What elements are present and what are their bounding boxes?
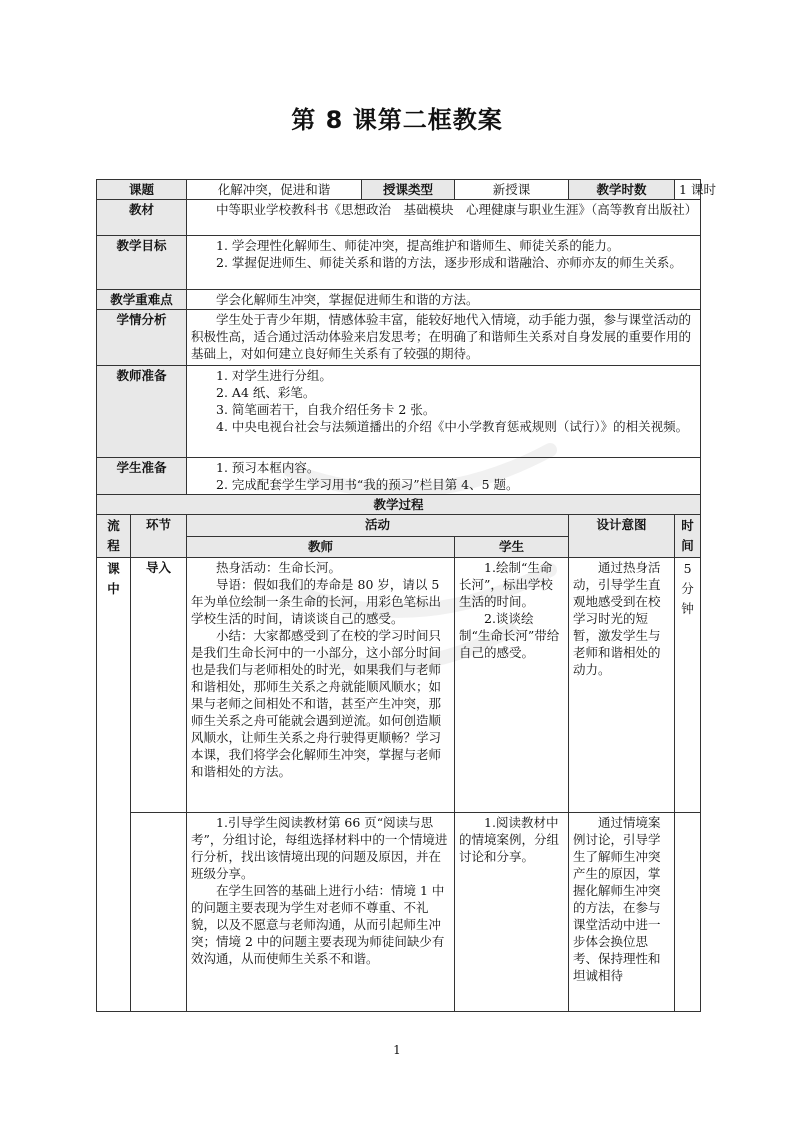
process-row-reading [97,813,701,1012]
lesson-plan-table [96,179,716,1012]
teacher-paragraph: 热身活动：生命长河。 [216,560,342,575]
student-prep-row [97,458,701,495]
student-analysis-label: 学情分析 [97,310,187,366]
time-cell [675,813,701,1012]
teacher-activity [187,813,455,1012]
textbook-value: 中等职业学校教科书《思想政治 基础模块 心理健康与职业生涯》（高等教育出版社） [187,200,701,236]
process-title: 教学过程 [97,495,701,515]
student-paragraph: 1.阅读教材中的情境案例，分组讨论和分享。 [459,815,560,864]
goals-label: 教学目标 [97,236,187,290]
teacher-prep-item: 4. 中央电视台社会与法频道播出的介绍《中小学教育惩戒规则（试行）》的相关视频。 [216,419,689,434]
col-intent: 设计意图 [569,515,675,558]
time-cell [675,558,701,813]
flow-label: 课中 [107,561,120,596]
textbook-label: 教材 [97,200,187,236]
teacher-paragraph: 1.引导学生阅读教材第 66 页“阅读与思考”，分组讨论，每组选择材料中的一个情境进行分析，找出该情境出现的问题及原因，并在班级分享。 [191,815,448,881]
step-cell [131,813,187,1012]
process-title-row [97,495,701,515]
student-activity [455,558,569,813]
col-time [675,515,701,558]
teacher-paragraph: 小结：大家都感受到了在校的学习时间只是我们生命长河中的一小部分，这小部分时间也是我们与老师相处的时光，如果我们与老师和谐相处，那师生关系之舟就能顺风顺水；如果与老师之间相处不和谐，甚至产生冲突，那师生关系之舟可能就会遇到逆流。如何创造顺风顺水，让师生关系之舟行驶得更顺畅？学习本课，我们将学会化解师生冲突，掌握与老师和谐相处的方法。 [191,628,442,779]
student-paragraph: 2.谈谈绘制“生命长河”带给自己的感受。 [459,611,560,660]
col-teacher: 教师 [187,536,455,558]
teacher-activity [187,558,455,813]
goals-value [187,236,701,290]
process-row-intro [97,558,701,813]
topic-label: 课题 [97,180,187,200]
student-prep-label: 学生准备 [97,458,187,495]
goals-row [97,236,701,290]
key-points-value: 学会化解师生冲突，掌握促进师生和谐的方法。 [187,290,701,310]
process-header-row [97,515,701,537]
teacher-prep-item: 2. A4 纸、彩笔。 [216,385,316,400]
teacher-prep-item: 1. 对学生进行分组。 [216,368,332,383]
teacher-paragraph: 在学生回答的基础上进行小结：情境 1 中的问题主要表现为学生对老师不尊重、不礼貌，以及不愿意与老师沟通，从而引起师生冲突；情境 2 中的问题主要表现为师徒间缺少有效沟通，从而使师生关系不和谐。 [191,883,445,966]
student-prep-item: 2. 完成配套学生学习用书“我的预习”栏目第 4、5 题。 [216,477,519,492]
student-paragraph: 1.绘制“生命长河”，标出学校生活的时间。 [459,560,553,609]
student-prep-item: 1. 预习本框内容。 [216,460,320,475]
student-analysis-value: 学生处于青少年期，情感体验丰富，能较好地代入情境，动手能力强，参与课堂活动的积极性高，适合通过活动体验来启发思考；在明确了和谐师生关系对自身发展的重要作用的基础上，对如何建立良好师生关系有了较强的期待。 [187,310,701,366]
col-student: 学生 [455,536,569,558]
lesson-type-label: 授课类型 [362,180,455,200]
key-points-label: 教学重难点 [97,290,187,310]
goal-item: 1. 学会理性化解师生、师徒冲突，提高维护和谐师生、师徒关系的能力。 [216,238,620,253]
col-time-label: 时间 [681,518,694,553]
teaching-hours-label: 教学时数 [569,180,675,200]
page-title: 第 8 课第二框教案 [291,106,503,134]
time-value: 5 分钟 [681,561,694,616]
teacher-prep-label: 教师准备 [97,366,187,458]
flow-cell [97,558,131,1012]
step-cell: 导入 [131,558,187,813]
col-activity: 活动 [187,515,569,537]
key-points-row [97,290,701,310]
student-prep-value [187,458,701,495]
teacher-prep-item: 3. 简笔画若干，自我介绍任务卡 2 张。 [216,402,436,417]
header-row [97,180,701,200]
teacher-paragraph: 导语：假如我们的寿命是 80 岁，请以 5 年为单位绘制一条生命的长河，用彩色笔标出学校生活的时间，请谈谈自己的感受。 [191,577,442,626]
teacher-prep-value [187,366,701,458]
teaching-hours-value: 1 课时 [675,180,701,200]
student-activity [455,813,569,1012]
col-flow [97,515,131,558]
student-analysis-row [97,310,701,366]
design-intent: 通过热身活动，引导学生直观地感受到在校学习时光的短暂，激发学生与老师和谐相处的动力。 [569,558,675,813]
textbook-row [97,200,701,236]
design-intent: 通过情境案例讨论，引导学生了解师生冲突产生的原因，掌握化解师生冲突的方法，在参与课堂活动中进一步体会换位思考、保持理性和坦诚相待 [569,813,675,1012]
col-step: 环节 [131,515,187,558]
goal-item: 2. 掌握促进师生、师徒关系和谐的方法，逐步形成和谐融洽、亦师亦友的师生关系。 [216,255,682,270]
teacher-prep-row [97,366,701,458]
page-number: 1 [393,1043,401,1057]
col-flow-label: 流程 [107,518,120,553]
lesson-type-value: 新授课 [455,180,569,200]
topic-value: 化解冲突，促进和谐 [187,180,362,200]
